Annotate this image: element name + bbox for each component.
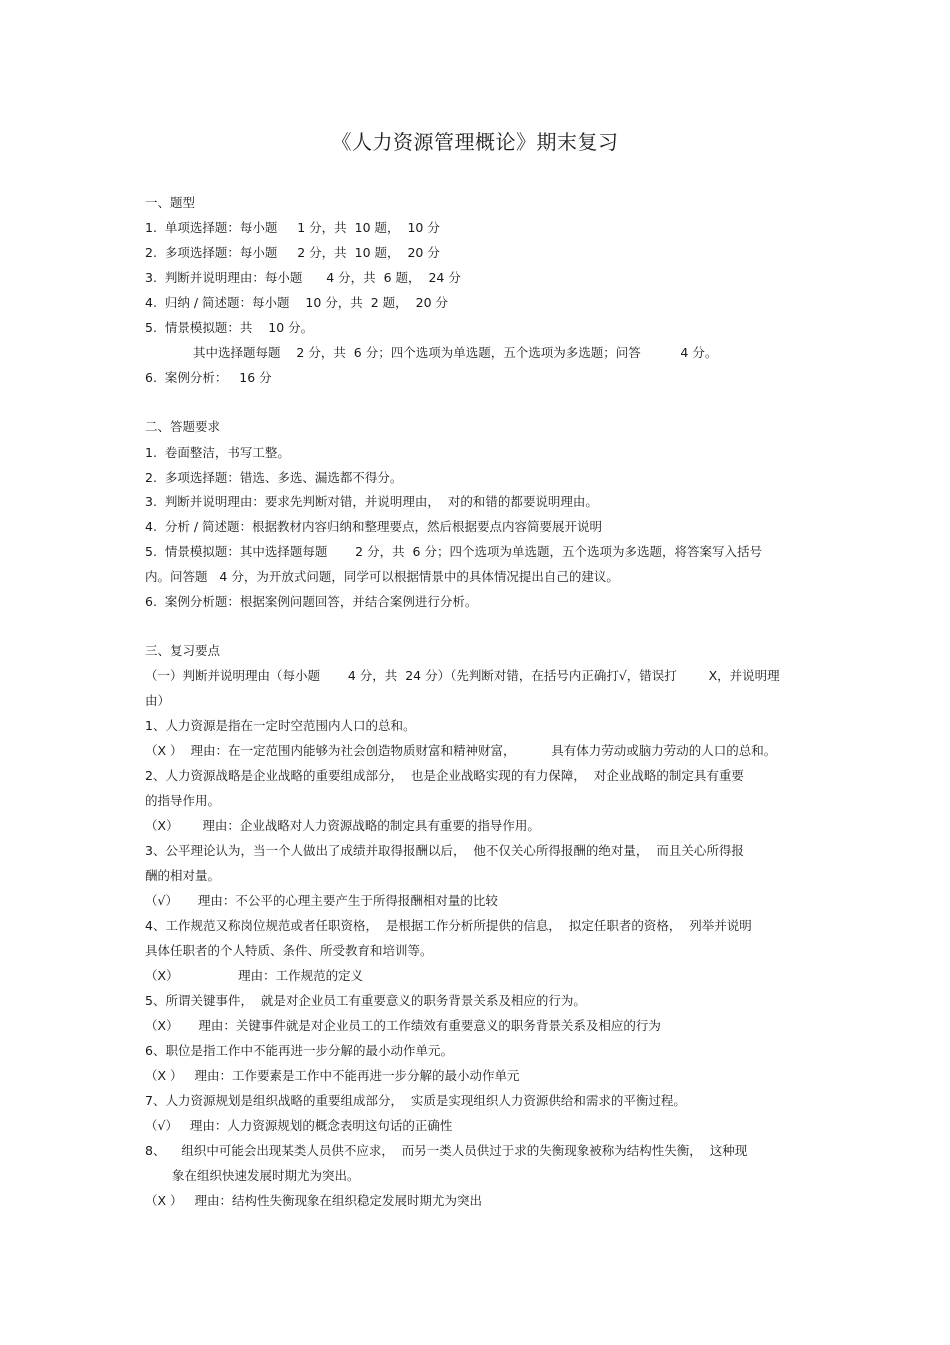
answer-reason: （X） 理由：关键事件就是对企业员工的工作绩效有重要意义的职务背景关系及相应的行为 (145, 1018, 661, 1033)
text-line: 其中选择题每题 2 分，共 6 分；四个选项为单选题，五个选项为多选题；问答 4 分。 (193, 345, 718, 360)
text-line: 2. 多项选择题：每小题 2 分，共 10 题， 20 分 (145, 245, 440, 260)
section-heading-review-points: 三、复习要点 (145, 643, 221, 658)
text-line: 6. 案例分析： 16 分 (145, 370, 272, 385)
answer-reason: （√） 理由：人力资源规划的概念表明这句话的正确性 (145, 1118, 453, 1133)
document-title: 《人力资源管理概论》期末复习 (331, 130, 619, 154)
section-heading-question-types: 一、题型 (145, 195, 196, 210)
question-item: 5、所谓关键事件， 就是对企业员工有重要意义的职务背景关系及相应的行为。 (145, 993, 586, 1008)
text-line: 1. 卷面整洁，书写工整。 (145, 445, 290, 460)
answer-reason: （X ） 理由：在一定范围内能够为社会创造物质财富和精神财富， 具有体力劳动或脑力劳动的人口的总和。 (145, 743, 777, 758)
text-line: 2. 多项选择题：错选、多选、漏选都不得分。 (145, 470, 403, 485)
text-line: 由） (145, 693, 171, 708)
answer-reason: （X） 理由：企业战略对人力资源战略的制定具有重要的指导作用。 (145, 818, 540, 833)
text-line: 象在组织快速发展时期尤为突出。 (172, 1168, 360, 1183)
question-item: 3、公平理论认为，当一个人做出了成绩并取得报酬以后， 他不仅关心所得报酬的绝对量， 而且关心所得报 (145, 843, 744, 858)
text-line: 酬的相对量。 (145, 868, 221, 883)
text-line: 4. 分析 / 简述题：根据教材内容归纳和整理要点，然后根据要点内容简要展开说明 (145, 519, 603, 534)
question-item: 4、工作规范又称岗位规范或者任职资格， 是根据工作分析所提供的信息， 拟定任职者的资格， 列举并说明 (145, 918, 752, 933)
section-heading-answer-requirements: 二、答题要求 (145, 419, 221, 434)
text-line: 具体任职者的个人特质、条件、所受教育和培训等。 (145, 943, 433, 958)
text-line: 1. 单项选择题：每小题 1 分，共 10 题， 10 分 (145, 220, 440, 235)
text-line: 5. 情景模拟题：共 10 分。 (145, 320, 314, 335)
text-line: 3. 判断并说明理由：要求先判断对错，并说明理由， 对的和错的都要说明理由。 (145, 494, 598, 509)
question-item: 2、人力资源战略是企业战略的重要组成部分， 也是企业战略实现的有力保障， 对企业战略的制定具有重要 (145, 768, 744, 783)
text-line: 5. 情景模拟题：其中选择题每题 2 分，共 6 分；四个选项为单选题，五个选项为多选题，将答案写入括号 (145, 544, 762, 559)
text-line: 6. 案例分析题：根据案例问题回答，并结合案例进行分析。 (145, 594, 478, 609)
answer-reason: （√） 理由：不公平的心理主要产生于所得报酬相对量的比较 (145, 893, 498, 908)
answer-reason: （X） 理由：工作规范的定义 (145, 968, 364, 983)
answer-reason: （X ） 理由：结构性失衡现象在组织稳定发展时期尤为突出 (145, 1193, 482, 1208)
text-line: 3. 判断并说明理由：每小题 4 分，共 6 题， 24 分 (145, 270, 461, 285)
question-item: 8、 组织中可能会出现某类人员供不应求， 而另一类人员供过于求的失衡现象被称为结构性失衡， 这种现 (145, 1143, 748, 1158)
question-item: 6、职位是指工作中不能再进一步分解的最小动作单元。 (145, 1043, 453, 1058)
question-item: 7、人力资源规划是组织战略的重要组成部分， 实质是实现组织人力资源供给和需求的平衡过程。 (145, 1093, 686, 1108)
question-item: 1、人力资源是指在一定时空范围内人口的总和。 (145, 718, 416, 733)
text-line: 内。问答题 4 分，为开放式问题，同学可以根据情景中的具体情况提出自己的建议。 (145, 569, 619, 584)
text-line: 的指导作用。 (145, 793, 221, 808)
text-line: （一）判断并说明理由（每小题 4 分，共 24 分）（先判断对错，在括号内正确打√，错误打 X，并说明理 (145, 668, 780, 683)
answer-reason: （X ） 理由：工作要素是工作中不能再进一步分解的最小动作单元 (145, 1068, 520, 1083)
text-line: 4. 归纳 / 简述题：每小题 10 分，共 2 题， 20 分 (145, 295, 449, 310)
